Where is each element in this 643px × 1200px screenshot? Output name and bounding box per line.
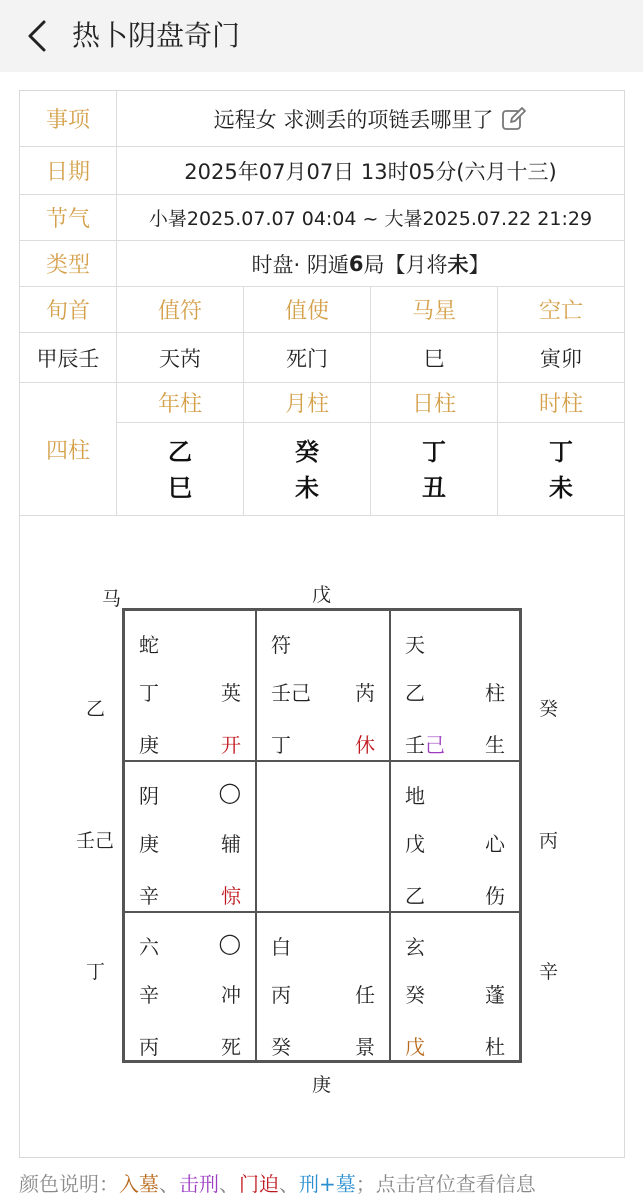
row-star-headers	[20, 287, 624, 333]
chevron-left-icon	[20, 14, 56, 58]
type-label: 类型	[20, 241, 117, 286]
pillar-branch: 丑	[422, 473, 446, 502]
outer-top: 戊	[312, 584, 332, 606]
pillar-header: 时柱	[538, 392, 583, 417]
outer-left: 壬己	[76, 830, 115, 852]
palace-god: 阴	[139, 784, 159, 808]
page-title: 热卜阴盘奇门	[72, 19, 241, 52]
star-value: 寅卯	[540, 346, 582, 371]
color-legend	[19, 1168, 536, 1197]
outer-right: 丙	[539, 830, 559, 852]
palace-door: 休	[355, 733, 375, 757]
legend-po: 门迫	[239, 1172, 279, 1196]
qimen-board	[122, 608, 522, 1063]
pillar-month	[244, 423, 371, 516]
palace-tian: 乙	[405, 681, 425, 705]
pillar-hour	[498, 423, 624, 516]
pillars-label: 四柱	[20, 383, 117, 515]
palace[interactable]	[256, 610, 390, 761]
pillar-branch: 巳	[168, 473, 192, 502]
legend-sep: 、	[279, 1172, 299, 1196]
legend-tomb: 入墓	[119, 1172, 159, 1196]
palace-god: 符	[271, 633, 291, 657]
edit-icon[interactable]	[501, 106, 527, 132]
palace-di: 庚	[139, 733, 159, 757]
palace-tian: 丁	[139, 681, 159, 705]
palace-di: 丙	[139, 1035, 159, 1059]
palace-di: 壬	[405, 733, 425, 757]
date-label: 日期	[20, 147, 117, 194]
palace-door: 惊	[221, 884, 241, 908]
palace-door: 死	[221, 1035, 241, 1059]
outer-bottom: 庚	[312, 1074, 332, 1096]
palace-tian: 丙	[271, 983, 291, 1007]
outer-right: 辛	[539, 961, 559, 983]
pillar-headers	[117, 383, 624, 423]
type-value-end: 】	[468, 252, 490, 277]
palace-star: 任	[355, 983, 375, 1007]
legend-xing-tomb: 刑+墓	[299, 1172, 356, 1196]
app-header	[0, 0, 643, 72]
palace-god: 天	[405, 633, 425, 657]
palace-di: 丁	[271, 733, 291, 757]
type-value-mid: 局【月将	[363, 252, 448, 277]
palace-door: 开	[221, 733, 241, 757]
palace-star: 辅	[221, 832, 241, 856]
palace-star: 蓬	[485, 983, 505, 1007]
outer-left: 乙	[86, 698, 106, 720]
legend-prefix: 颜色说明：	[19, 1172, 119, 1196]
row-date	[20, 147, 624, 195]
palace[interactable]	[124, 610, 256, 761]
term-value: 小暑2025.07.07 04:04 ~ 大暑2025.07.22 21:29	[148, 208, 593, 230]
palace-tian: 庚	[139, 832, 159, 856]
palace-god: 地	[405, 784, 425, 808]
row-star-values	[20, 333, 624, 383]
type-value-month: 未	[447, 252, 469, 277]
pillar-header: 年柱	[117, 383, 244, 422]
type-value-num: 6	[348, 251, 364, 276]
palace-god: 六	[139, 935, 159, 959]
outer-left: 丁	[86, 961, 106, 983]
palace-star: 柱	[485, 681, 505, 705]
center-palace[interactable]	[256, 761, 390, 912]
star-header: 旬首	[20, 287, 117, 332]
star-header: 值符	[117, 287, 244, 332]
pillar-header: 月柱	[244, 383, 371, 422]
matter-label: 事项	[20, 91, 117, 146]
matter-value-cell	[117, 91, 624, 146]
palace-star: 芮	[355, 681, 375, 705]
pillar-branch: 未	[295, 473, 319, 502]
palace-god: 蛇	[139, 633, 159, 657]
legend-sep: 、	[159, 1172, 179, 1196]
palace-god: 玄	[405, 935, 425, 959]
matter-value: 远程女 求测丢的项链丢哪里了	[213, 107, 494, 132]
row-matter	[20, 91, 624, 147]
palace-di-group	[405, 729, 445, 758]
palace-tian: 癸	[405, 983, 425, 1007]
star-header: 马星	[371, 287, 498, 332]
star-value: 巳	[371, 333, 498, 382]
palace-di: 乙	[405, 884, 425, 908]
date-value: 2025年07月07日 13时05分(六月十三)	[184, 159, 557, 184]
type-value-pre: 时盘· 阴遁	[251, 252, 349, 277]
palace-door: 伤	[485, 884, 505, 908]
row-type	[20, 241, 624, 287]
legend-suffix: ；点击宫位查看信息	[355, 1172, 536, 1196]
palace-di: 辛	[139, 884, 159, 908]
pillar-year	[117, 423, 244, 516]
palace-di: 戊	[405, 1035, 425, 1059]
pillar-stem: 乙	[168, 437, 192, 466]
kong-circle-icon: ◯	[218, 931, 241, 955]
palace-tian: 戊	[405, 832, 425, 856]
palace-door: 杜	[485, 1035, 505, 1059]
palace-tian: 壬己	[271, 681, 311, 705]
back-button[interactable]	[20, 14, 56, 58]
pillar-day	[371, 423, 498, 516]
palace-door: 生	[485, 733, 505, 757]
palace-tian: 辛	[139, 983, 159, 1007]
pillar-stem: 丁	[422, 437, 446, 466]
pillar-stem: 丁	[549, 437, 573, 466]
outer-right: 癸	[539, 698, 559, 720]
palace-god: 白	[271, 935, 291, 959]
type-value	[117, 241, 624, 286]
horse-marker: 马	[102, 588, 122, 610]
palace-star: 冲	[221, 983, 241, 1007]
palace[interactable]	[390, 912, 520, 1061]
star-header: 空亡	[538, 299, 583, 324]
star-header: 值使	[244, 287, 371, 332]
kong-circle-icon: ◯	[218, 780, 241, 804]
pillar-header: 日柱	[371, 383, 498, 422]
palace[interactable]	[390, 761, 520, 912]
legend-sep: 、	[219, 1172, 239, 1196]
pillar-branch: 未	[549, 473, 573, 502]
palace-di: 癸	[271, 1035, 291, 1059]
palace-di-extra: 己	[425, 733, 445, 757]
legend-xing: 击刑	[179, 1172, 219, 1196]
pillar-values	[117, 423, 624, 516]
palace[interactable]	[124, 761, 256, 912]
row-term	[20, 195, 624, 241]
palace[interactable]	[256, 912, 390, 1061]
palace[interactable]	[124, 912, 256, 1061]
row-pillars	[20, 383, 624, 516]
star-value: 甲辰壬	[20, 333, 117, 382]
star-value: 天芮	[117, 333, 244, 382]
pillar-stem: 癸	[295, 437, 319, 466]
palace-star: 英	[221, 681, 241, 705]
palace-star: 心	[485, 832, 505, 856]
star-value: 死门	[244, 333, 371, 382]
palace[interactable]	[390, 610, 520, 761]
term-label: 节气	[20, 195, 117, 240]
palace-door: 景	[355, 1035, 375, 1059]
